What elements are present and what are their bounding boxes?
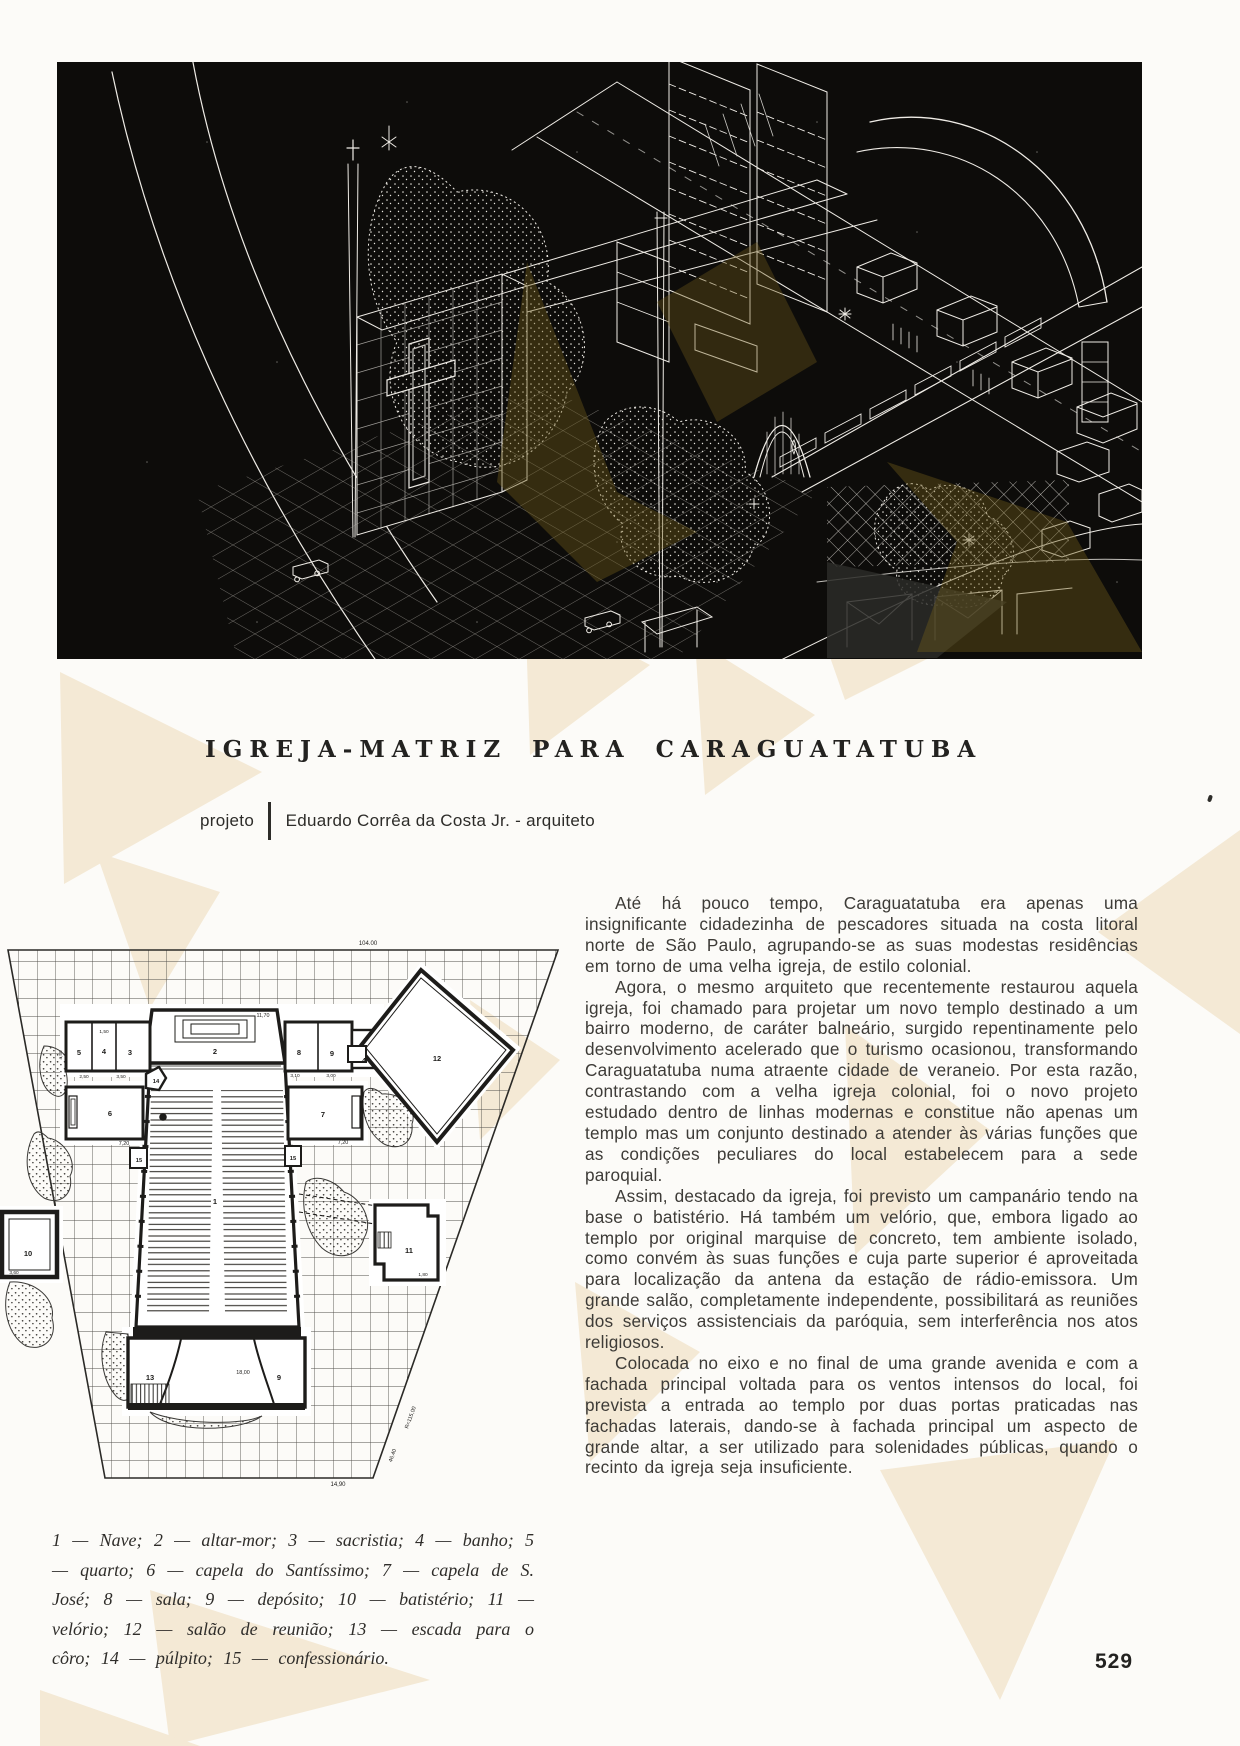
svg-text:3,00: 3,00 [326,1074,336,1079]
svg-text:15: 15 [289,1156,297,1162]
svg-text:R=115,00: R=115,00 [404,1405,418,1430]
svg-text:9: 9 [276,1373,282,1382]
credit-divider [268,802,271,840]
svg-text:1,50: 1,50 [99,1030,109,1035]
svg-text:2: 2 [212,1047,218,1056]
page-number: 529 [1095,1650,1134,1673]
floor-plan [0,850,562,1510]
article-paragraph: Agora, o mesmo arquiteto que recentemente restaurou aquela igreja, foi chamado para projetar um novo templo destinado a um bairro moderno, de caráter balneário, surgido repentinamente pelo desenvolvimento acelerado que o turismo ocasionou, transformando Caraguatatuba numa atraente cidade de veraneio. Por esta razão, contrastando com a velha igreja colonial, foi o novo projeto estudado dentro de linhas modernas e constitue não apenas um templo mas um conjunto destinado a atender às várias funções que as condições peculiares do local estabelecem para a sede paroquial. [585,976,1138,1185]
svg-text:11,70: 11,70 [256,1013,270,1019]
svg-text:2,50: 2,50 [79,1075,89,1080]
credit-label: projeto [200,811,255,830]
svg-text:5: 5 [76,1048,82,1057]
svg-text:12: 12 [432,1054,442,1063]
floor-plan-art [0,850,562,1510]
perspective-drawing [57,62,1142,659]
svg-text:1,80: 1,80 [418,1273,428,1278]
choir-stairs [131,1384,169,1405]
svg-text:14: 14 [152,1079,160,1085]
svg-text:3,10: 3,10 [290,1074,300,1079]
ink-speck [1207,795,1213,803]
svg-text:9: 9 [329,1049,335,1058]
svg-text:4: 4 [361,1056,367,1065]
svg-text:1: 1 [212,1197,218,1206]
svg-text:4,50: 4,50 [59,1050,64,1060]
svg-text:7,20: 7,20 [118,1141,130,1147]
svg-text:11: 11 [405,1246,413,1255]
article-paragraph: Assim, destacado da igreja, foi previsto um campanário tendo na base o batistério. Há também um velório, que, embora ligado ao templo por original marquise de concreto, tem ambiente isolado, como convém às suas funções e cuja parte superior é aproveitada para localização da antena da estação de rádio-emissora. Um grande salão, completamente independente, possibilitará as reuniões dos serviços assistenciais da paróquia, sem interferência nos atos religiosos. [585,1185,1138,1353]
svg-text:3: 3 [127,1048,133,1057]
svg-text:14,90: 14,90 [330,1482,346,1488]
svg-text:6: 6 [107,1109,113,1118]
svg-text:3,50: 3,50 [116,1075,126,1080]
svg-text:3,60: 3,60 [9,1271,19,1276]
project-credit [200,802,595,840]
svg-text:13: 13 [145,1373,155,1382]
svg-text:7,20: 7,20 [337,1140,349,1146]
svg-text:10: 10 [23,1249,33,1258]
svg-text:104.00: 104.00 [358,941,378,947]
article-paragraph: Colocada no eixo e no final de uma grande avenida e com a fachada principal voltada para os ventos intensos do local, foi prevista a entrada ao templo por duas portas praticadas nas fachadas laterais, dando-se à fachada principal um aspecto de grande altar, a ser utilizado para solenidades públicas, quando o recinto da igreja seja insuficiente. [585,1352,1138,1478]
svg-text:46,40: 46,40 [387,1448,399,1464]
perspective-art [57,62,1142,659]
plan-legend-text: 1 — Nave; 2 — altar-mor; 3 — sacristia; 4 — banho; 5 — quarto; 6 — capela do Santíssimo; 7 — capela de S. José; 8 — sala; 9 — depósito; 10 — batistério; 11 — velório; 12 — salão de reunião; 13 — escada para o côro; 14 — púlpito; 15 — confessionário. [52,1530,534,1668]
svg-text:4: 4 [101,1047,107,1056]
svg-text:18,00: 18,00 [236,1370,250,1376]
credit-value: Eduardo Corrêa da Costa Jr. - arquiteto [285,811,595,830]
page-title: IGREJA-MATRIZ PARA CARAGUATATUBA [205,736,983,763]
svg-text:15: 15 [135,1158,143,1164]
article-paragraph: Até há pouco tempo, Caraguatatuba era apenas uma insignificante cidadezinha de pescadores situada na costa litoral norte de São Paulo, agrupando-se as suas modestas residências em torno de uma velha igreja, de estilo colonial. [585,893,1138,976]
svg-text:7: 7 [320,1110,326,1119]
svg-text:8: 8 [296,1048,302,1057]
baptistery [2,1212,57,1277]
article-text [585,893,1138,1478]
